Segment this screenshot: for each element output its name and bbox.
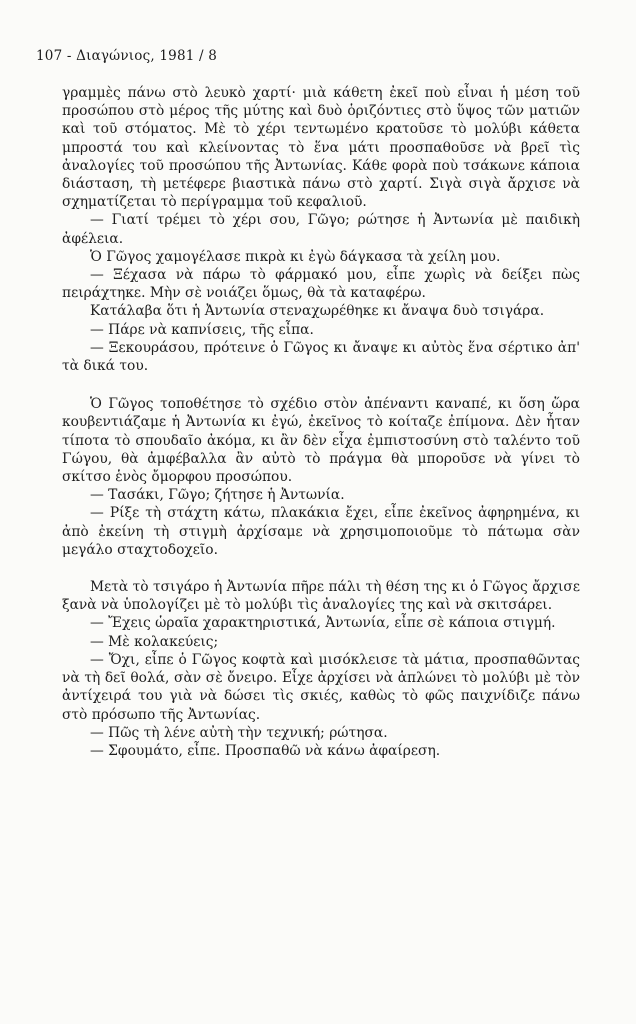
dialogue-line: — Γιατί τρέμει τὸ χέρι σου, Γῶγο; ρώτησε ἡ Ἀντωνία μὲ παιδικὴ ἀφέλεια.	[62, 212, 580, 247]
journal-name: Διαγώνιος	[76, 48, 151, 64]
dialogue-line: — Ἔχεις ὡραῖα χαρακτηριστικά, Ἀντωνία, εἶπε σὲ κάποια στιγμή.	[90, 615, 556, 632]
section-break	[62, 559, 580, 578]
issue-separator: /	[199, 48, 204, 64]
running-header	[36, 48, 217, 64]
paragraph: Μετὰ τὸ τσιγάρο ἡ Ἀντωνία πῆρε πάλι τὴ θέση της κι ὁ Γῶγος ἄρχισε ξανὰ νὰ ὑπολογίζει μὲ τὸ μολύβι τὶς ἀναλογίες της καὶ νὰ σκιτσάρει.	[62, 579, 580, 614]
page-body	[62, 84, 580, 760]
dialogue-line: — Τασάκι, Γῶγο; ζήτησε ἡ Ἀντωνία.	[90, 487, 345, 504]
dialogue-line: — Πῶς τὴ λένε αὐτὴ τὴν τεχνική; ρώτησα.	[90, 724, 388, 741]
dialogue-line: — Ξεκουράσου, πρότεινε ὁ Γῶγος κι ἄναψε κι αὐτὸς ἕνα σέρτικο ἀπ' τὰ δικά του.	[62, 339, 580, 375]
issue-number: 8	[208, 48, 218, 64]
journal-year: 1981	[159, 48, 195, 64]
dialogue-line: — Ὄχι, εἶπε ὁ Γῶγος κοφτὰ καὶ μισόκλεισε τὰ μάτια, προσπαθῶντας νὰ τὴ δεῖ θολά, σὰν σὲ ὄνειρο. Εἶχε ἀρχίσει νὰ ἁπλώνει τὸ μολύβι μὲ τὸν ἀντίχειρά του γιὰ νὰ δώσει τὶς σκιές, καθὼς τὸ φῶς παιχνίδιζε πάνω στὸ πρόσωπο τῆς Ἀντωνίας.	[62, 651, 580, 723]
dialogue-line: — Μὲ κολακεύεις;	[90, 633, 219, 650]
dialogue-line: — Ξέχασα νὰ πάρω τὸ φάρμακό μου, εἶπε χωρὶς νὰ δείξει πὼς πειράχτηκε. Μὴν σὲ νοιάζει ὅμως, θὰ τὰ καταφέρω.	[62, 267, 580, 302]
dialogue-line: — Πάρε νὰ καπνίσεις, τῆς εἶπα.	[90, 321, 314, 338]
section-break	[62, 375, 580, 395]
header-separator: -	[66, 48, 72, 64]
paragraph: Ὁ Γῶγος χαμογέλασε πικρὰ κι ἐγὼ δάγκασα τὰ χείλη μου.	[90, 248, 501, 265]
dialogue-line: — Σφουμάτο, εἶπε. Προσπαθῶ νὰ κάνω ἀφαίρεση.	[90, 742, 441, 759]
page-number: 107	[36, 48, 63, 64]
paragraph: γραμμὲς πάνω στὸ λευκὸ χαρτί· μιὰ κάθετη ἐκεῖ ποὺ εἶναι ἡ μέση τοῦ προσώπου στὸ μέρος τῆς μύτης καὶ δυὸ ὁριζόντιες στὸ ὕψος τῶν ματιῶν καὶ τοῦ στόματος. Μὲ τὸ χέρι τεντωμένο κρατοῦσε τὸ μολύβι κάθετα μπροστά του καὶ κλείνοντας τὸ ἕνα μάτι προσπαθοῦσε νὰ βρεῖ τὶς ἀναλογίες τοῦ προσώπου τῆς Ἀντωνίας. Κάθε φορὰ ποὺ τσάκωνε κάποια διάσταση, τὴ μετέφερε βιαστικὰ πάνω στὸ χαρτί. Σιγὰ σιγὰ ἄρχισε νὰ σχηματίζεται τὸ περίγραμμα τοῦ κεφαλιοῦ.	[62, 85, 580, 211]
dialogue-line: — Ρίξε τὴ στάχτη κάτω, πλακάκια ἔχει, εἶπε ἐκεῖνος ἀφηρημένα, κι ἀπὸ ἐκείνη τὴ στιγμὴ ἀρχίσαμε νὰ χρησιμοποιοῦμε τὸ πάτωμα σὰν μεγάλο σταχτοδοχεῖο.	[62, 505, 580, 558]
paragraph: Κατάλαβα ὅτι ἡ Ἀντωνία στεναχωρέθηκε κι ἄναψα δυὸ τσιγάρα.	[90, 303, 545, 320]
header-comma: ,	[150, 48, 155, 64]
paragraph: Ὁ Γῶγος τοποθέτησε τὸ σχέδιο στὸν ἀπέναντι καναπέ, κι ὅση ὥρα κουβεντιάζαμε ἡ Ἀντωνία κι ἐγώ, ἐκεῖνος τὸ κοίταζε ἐπίμονα. Δὲν ἦταν τίποτα τὸ σπουδαῖο ἀκόμα, κι ἂν δὲν εἶχα ἐμπιστοσύνη στὸ ταλέντο τοῦ Γώγου, θὰ ἀμφέβαλλα ἂν αὐτὸ τὸ πράγμα θὰ μποροῦσε νὰ γίνει τὸ σκίτσο ἑνὸς ὄμορφου προσώπου.	[62, 396, 580, 486]
